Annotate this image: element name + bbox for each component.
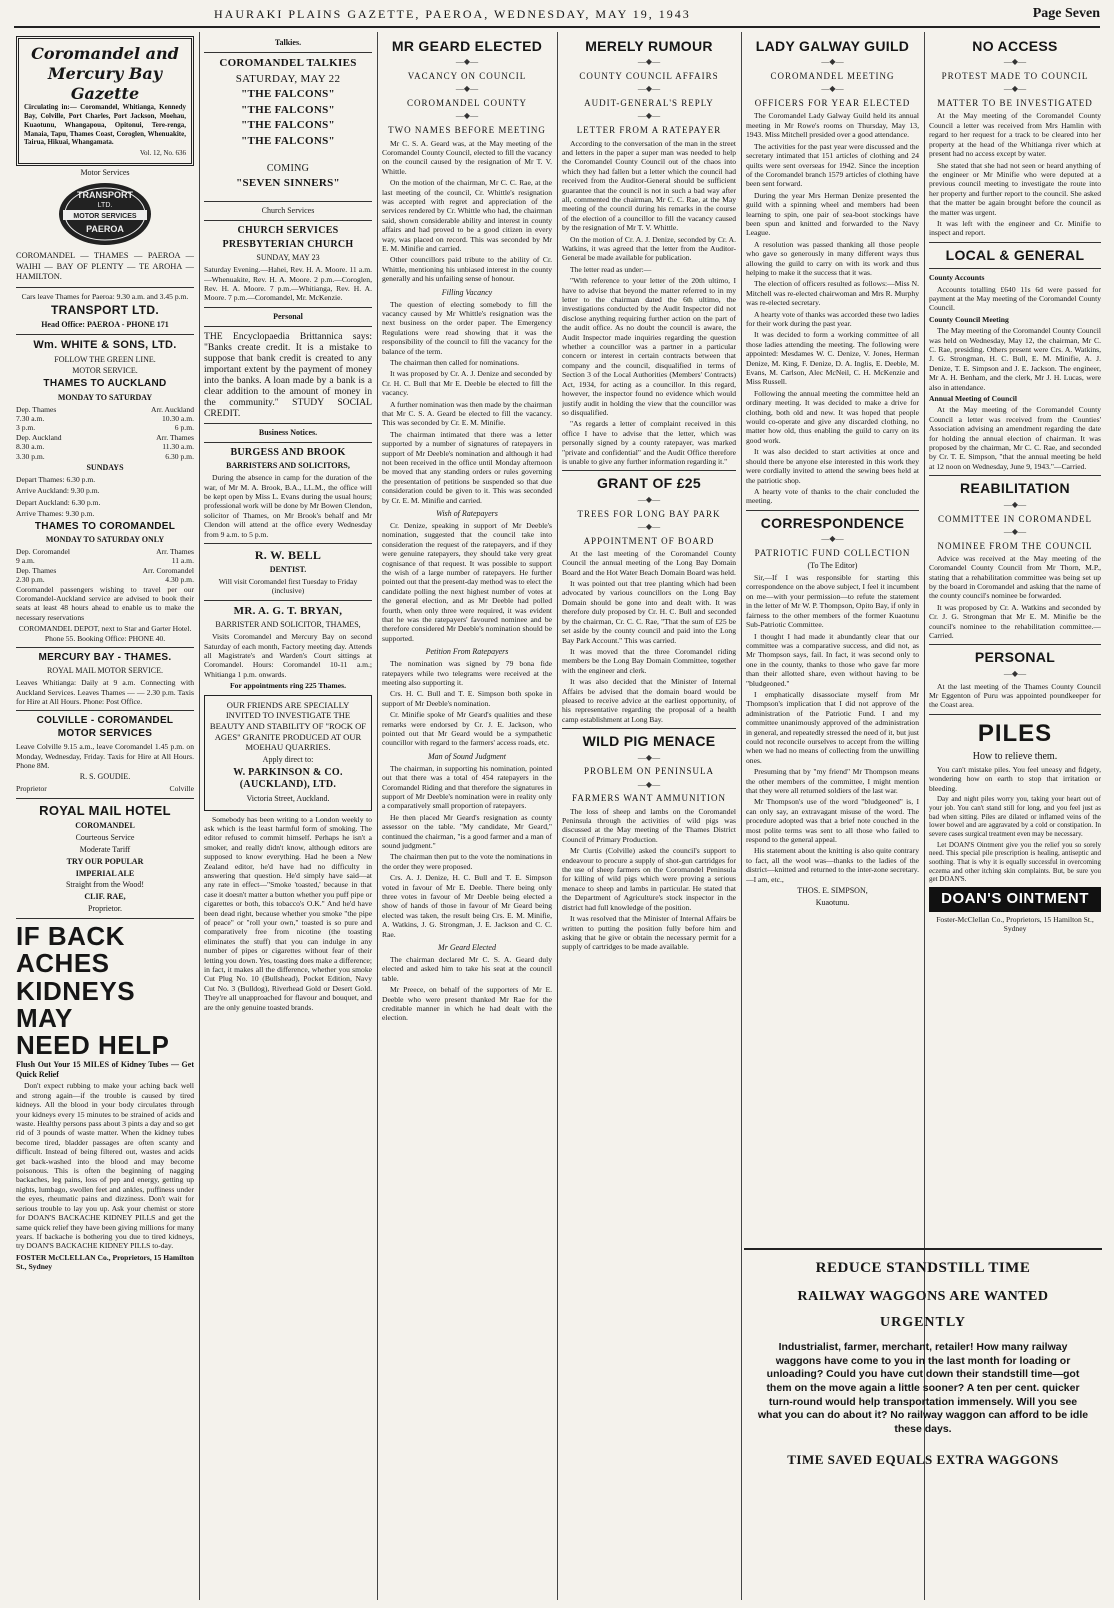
paragraph: At the May meeting of the Coromandel County Council a letter was received from Mrs Hamlin with regard to her request for a track to be cleared into her property at the head of the Whitianga river which at present had no access except by water.	[929, 111, 1101, 159]
paragraph: Crs. A. J. Denize, H. C. Bull and T. E. Simpson voted in favour of Mr E. Deeble. There being only three votes in favour of Mr Deeble being elected a show of hands of those in favour of Mr Geard being elected was taken, the result being Crs. E. M. Minifie, A. Watkins, J. G. Strongman, J. E. Jackson and C. C. Rae.	[382, 873, 552, 939]
subhead: PATRIOTIC FUND COLLECTION	[754, 548, 911, 558]
crosshead: Mr Geard Elected	[438, 943, 496, 953]
paragraph: According to the conversation of the man in the street and letters in the paper a super man was needed to help the Coromandel County Council out of the chaos into which they had fallen but a letter which the council had received from the Auditor-General should be sufficient guarantee that the council is not in such a bad way after all, commented the chairman, Mr C. C. Rae, at the May meeting of the council during his remarks in the course of the election of a councillor to fill the vacancy caused by the resignation of Mr T. V. Whittle.	[562, 138, 736, 233]
logo-text-1: TRANSPORT	[77, 190, 133, 201]
film-title: "THE FALCONS"	[241, 88, 335, 101]
paragraph: You can't mistake piles. You feel uneasy and fidgety, wondering how on earth to stop that irritation or bleeding.	[929, 765, 1101, 793]
ornament: —◆—	[637, 111, 661, 121]
paragraph: The chairman then put to the vote the nominations in the order they were proposed.	[382, 852, 552, 871]
paragraph: "As regards a letter of complaint received in this office I have to advise that the letter, which was personally signed by a county ratepayer, was marked "private and confidential" and the Audit Office therefore is unable to give any further information regarding it."	[562, 419, 736, 466]
dep-thames: Dep. Thames	[16, 404, 57, 414]
time: 6 p.m.	[174, 423, 194, 433]
personal-body: THE Encyclopaedia Brittannica says: "Banks create credit. It is a mistake to suppose that bank credit is created to any important extent by the payment of money into the banks. A loan made by a bank is a clear addition to the amount of money in the community." STUDY SOCIAL CREDIT.	[204, 330, 372, 420]
column-5	[746, 36, 919, 1238]
hotel-line: Courteous Service	[75, 832, 135, 842]
subhead: TREES FOR LONG BAY PARK	[577, 508, 721, 519]
paragraph: Sir,—If I was responsible for starting this correspondence on the above subject, I feel it incumbent on me—with your permission—to refute the statement in the letter of Mr W. P. Thompson, Opito Bay, if only in fairness to the other members of the former Kuaotunu Sub-Patriotic Committee.	[746, 573, 919, 630]
ornament: —◆—	[821, 534, 844, 544]
column-6	[929, 36, 1101, 1238]
granite-text: OUR FRIENDS ARE SPECIALLY INVITED TO INVESTIGATE THE BEAUTY AND STABILITY OF "ROCK OF AGES" GRANITE PRODUCED AT OUR MOEHAU QUARRIES.	[209, 699, 367, 753]
talkies-heading: Talkies.	[274, 38, 302, 47]
ornament: —◆—	[1003, 57, 1027, 67]
subhead: TWO NAMES BEFORE MEETING	[388, 125, 546, 136]
railway-t3: URGENTLY	[879, 1315, 967, 1330]
paragraph: At the last meeting of the Thames County Council Mr Eggenton of Puru was appointed poundkeeper for the Coast area.	[929, 681, 1101, 710]
paragraph: Other councillors paid tribute to the ability of Cr. Whittle, mentioning his unbiased interest in the county generally and his unfailing sense of honour.	[382, 255, 552, 284]
subhead: VACANCY ON COUNCIL	[407, 71, 527, 82]
paragraph: Cr. Minifie spoke of Mr Geard's qualities and these remarks were endorsed by Cr. J. E. Jackson, who pointed out that Mr Geard would be a sympathetic councillor with regard to the farmers' access roads, etc.	[382, 710, 552, 748]
piles-subtitle: How to relieve them.	[972, 750, 1058, 762]
motor-service: MOTOR SERVICE.	[72, 366, 138, 376]
gazette-title: Coromandel and Mercury Bay Gazette	[31, 44, 179, 103]
burgess-brook: BURGESS AND BROOK	[230, 446, 346, 458]
time: 8.30 a.m.	[16, 442, 45, 452]
paragraph: His statement about the knitting is also quite contrary to fact, all the wool was—thanks to the ladies of the district—knitted and returned to the inter-zone secretary.—I am, etc.,	[746, 846, 919, 884]
paragraph: It was moved that the three Coromandel riding members be the Long Bay Domain Committee, together with the engineer and clerk.	[562, 646, 736, 675]
paragraph: A hearty vote of thanks to the chair concluded the meeting.	[746, 486, 919, 506]
hotel-line: TRY OUR POPULAR	[66, 856, 144, 866]
bryan-appointments: For appointments ring 225 Thames.	[230, 681, 346, 691]
subhead: FARMERS WANT AMMUNITION	[571, 793, 726, 804]
ornament: —◆—	[637, 752, 661, 762]
mon-sat-only: MONDAY TO SATURDAY ONLY	[45, 534, 165, 544]
ornament: —◆—	[1003, 526, 1027, 536]
ornament: —◆—	[637, 494, 661, 504]
railway-t1: REDUCE STANDSTILL TIME	[815, 1260, 1031, 1276]
dep-auckland: Dep. Auckland	[16, 432, 62, 442]
transport-logo	[57, 181, 153, 247]
ornament: —◆—	[821, 57, 844, 67]
crosshead: County Council Meeting	[929, 314, 1009, 324]
column-1	[16, 36, 194, 1600]
paragraph: A further nomination was then made by the chairman that Mr C. S. A. Geard be elected to fill the vacancy. This was seconded by Cr. E. M. Minifie.	[382, 399, 552, 428]
paragraph: The activities for the past year were discussed and the secretary intimated that 151 articles of clothing and 24 quilts were sent overseas for 1942. Since the inception of the Coromandel branch 1579 articles of clothing have been sent forward.	[746, 141, 919, 189]
arr-thames: Arr. Thames	[156, 432, 194, 442]
kidney-ad-foot: FOSTER McCLELLAN Co., Proprietors, 15 Hamilton St., Sydney	[16, 1252, 194, 1272]
subhead: PROTEST MADE TO COUNCIL	[941, 71, 1089, 82]
thames-to-auckland: THAMES TO AUCKLAND	[43, 378, 167, 390]
page-number: Page Seven	[1032, 6, 1100, 21]
crosshead: Annual Meeting of Council	[929, 394, 1017, 403]
apply: Apply direct to:	[262, 754, 314, 764]
paragraph: Cr. Denize, speaking in support of Mr Deeble's nomination, suggested that the council take into consideration the request of the ratepayers, and if they were genuine ratepayers, they should take very great cognisance of that request. It was possible to support the wish of a large number of ratepayers. He further pointed out that the present-day method was to elect the candidate polling the next highest number of votes at the general election, and as Mr Deeble had polled fourth, when only three were required, it was evident that he was the ratepayers' favoured nominee and be therefore considered Mr Deeble's nomination should be supported.	[382, 520, 552, 643]
time: 3 p.m.	[16, 423, 36, 433]
bell-body: Will visit Coromandel first Tuesday to Friday (inclusive)	[218, 576, 358, 596]
paragraph: Day and night piles worry you, taking your heart out of your job. You can't stand still for long, and you feel just as bad when sitting. Piles are dilated or inflamed veins of the lower bowel and are aggravated by a cold or constipation. In severe cases surgical treatment even may be necessary.	[929, 795, 1101, 838]
personal-heading: Personal	[273, 311, 303, 321]
column-rule	[741, 32, 742, 1600]
ornament: —◆—	[455, 111, 479, 121]
arr-auckland: Arr. Auckland	[150, 404, 194, 414]
monday-to-saturday: MONDAY TO SATURDAY	[57, 392, 153, 402]
crosshead: Filling Vacancy	[441, 287, 493, 297]
coromandel-depot: COROMANDEL DEPOT, next to Star and Garter Hotel. Phone 55. Booking Office: PHONE 40.	[18, 624, 192, 643]
talkies-date: SATURDAY, MAY 22	[235, 72, 341, 85]
personal-title: PERSONAL	[974, 649, 1056, 666]
royal-mail-hotel: ROYAL MAIL HOTEL	[39, 802, 171, 818]
paragraph: It was left with the engineer and Cr. Minifie to inspect and report.	[929, 218, 1101, 238]
kidney-ad-line: KIDNEYS MAY	[16, 975, 136, 1034]
paragraph: The letter read as under:—	[570, 264, 652, 274]
burgess-body: During the absence in camp for the duration of the war, of Mr M. A. Brook, B.A., LL.M., the office will be kept open by Miss L. Evans during the usual hours; professional work will be done by Mr Bowen Clendon, solicitor of Thames, on Mr Brook's behalf and Mr Clendon will attend at the office every Wednesday from 9 a.m. to 5 p.m.	[204, 473, 372, 539]
paragraph: It was decided to form a working committee of all those ladies attending the meeting. The following were appointed: Mesdames W. C. Denize, V. Jones, Herman Denize, M. King, F. Denize, D. A. Inglis, E. Deeble, M. Evans, M. Carlson, Alec McNeil, C. H. McKenzie and Miss Russell.	[746, 330, 919, 387]
time: 2.30 p.m.	[16, 575, 45, 585]
passengers-notice: Coromandel passengers wishing to travel per our Coromandel-Auckland service are advised to book their seats at least 48 hours ahead to enable us to make the necessary reservations	[16, 584, 194, 622]
paragraph: The chairman then called for nominations.	[390, 357, 520, 367]
kidney-ad-body: Don't expect rubbing to make your aching back well and strong again—if the trouble is caused by tired kidneys. All the blood in your body circulates through your kidneys every 15 minutes to be strained of acids and waste. Healthy persons pass about 3 pints a day and so get rid of 3 pounds of waste matter. When the kidney tubes become tired, bladder passages are often scanty and difficult. Instead of being filtered out, wastes and acids get back-washed into the blood and may become poisonous. This is often the beginning of nagging backaches, leg pains, loss of pep and energy, getting up nights, lumbago, swollen feet and ankles, puffiness under the eyes, rheumatic pains and dizziness. Don't wait for serious trouble to lay you up. Ask your chemist or store for DOAN'S BACKACHE KIDNEY PILLS and get the same quick relief they have been giving millions for many years. If backache is bothering you due to tired kidneys, try DOAN'S BACKACHE KIDNEY PILLS to-day.	[16, 1081, 194, 1251]
victoria-street: Victoria Street, Auckland.	[246, 793, 330, 803]
sunday-line: Depart Auckland: 6.30 p.m.	[16, 497, 101, 507]
gazette-volume: Vol. 12, No. 636	[139, 148, 186, 157]
subhead: PROBLEM ON PENINSULA	[583, 766, 714, 777]
royal-mail-service: ROYAL MAIL MOTOR SERVICE.	[47, 666, 163, 676]
subhead: LETTER FROM A RATEPAYER	[576, 125, 722, 136]
ornament: —◆—	[1003, 668, 1027, 678]
proprietor: Proprietor	[16, 784, 47, 794]
ornament: —◆—	[637, 84, 661, 94]
sunday-line: Depart Thames: 6.30 p.m.	[16, 474, 96, 484]
ornament: —◆—	[1003, 84, 1027, 94]
geard-title: MR GEARD ELECTED	[391, 38, 543, 54]
bryan: MR. A. G. T. BRYAN,	[233, 604, 343, 617]
subhead: APPOINTMENT OF BOARD	[583, 535, 715, 546]
crosshead: County Accounts	[929, 273, 985, 283]
paragraph: He then placed Mr Geard's resignation as county assessor on the table. "My candidate, Mr Geard," continued the chairman, "is a good farmer and a man of sound judgment."	[382, 812, 552, 850]
railway-ad	[744, 1248, 1102, 1602]
coromandel-gazette-notice	[16, 36, 194, 166]
paragraph: A resolution was passed thanking all those people who gave so generously in many different ways thus allowing the guild to carry on with its work and thus helping to make it the success that it was.	[746, 239, 919, 277]
time: 7.30 a.m.	[16, 414, 45, 424]
mercury-bay-schedule: Leaves Whitianga: Daily at 9 a.m. Connecting with Auckland Services. Leaves Thames — — 2.30 p.m. Taxis for Hire at All Hours. Phone: Post Office.	[16, 678, 194, 707]
crosshead: Man of Sound Judgment	[428, 751, 506, 761]
logo-text-3: MOTOR SERVICES	[73, 213, 137, 221]
signature-place: Kuaotunu.	[815, 897, 850, 907]
no-access-title: NO ACCESS	[972, 38, 1058, 54]
paragraph: The chairman, in supporting his nomination, pointed out that there was a total of 454 ratepayers in the Coromandel Riding and that therefore the signatures in support of Mr Deeble's nomination were in reality only a comparatively small proportion of ratepayers.	[382, 763, 552, 811]
galway-title: LADY GALWAY GUILD	[755, 38, 910, 54]
railway-t2: RAILWAY WAGGONS ARE WANTED	[797, 1289, 1049, 1304]
hotel-line: Proprietor.	[88, 904, 122, 914]
paragraph: It was proposed by Cr. A. J. Denize and seconded by Cr. H. C. Bull that Mr E. Deeble be elected to fill the vacancy.	[382, 369, 552, 398]
rumour-title: MERELY RUMOUR	[585, 38, 713, 54]
barristers: BARRISTERS AND SOLICITORS,	[226, 461, 350, 471]
paragraph: Mr Thompson's use of the word "bludgeoned" is, I can only say, an extravagant misuse of the word. The procedure adopted was that a brief note couched in the most polite terms was sent to all those who failed to respond to the general appeal.	[746, 797, 919, 845]
to-the-editor: (To The Editor)	[807, 561, 858, 571]
thames-to-coromandel: THAMES TO COROMANDEL	[34, 520, 176, 532]
hotel-line: IMPERIAL ALE	[75, 868, 135, 878]
paragraph: Advice was received at the May meeting of the Coromandel County Council from Mr Thorn, M.P., stating that a rehabilitation committee was being set up by the board in Coromandel and asking that the name of the county council's nominee be forwarded.	[929, 553, 1101, 601]
dentist: DENTIST.	[269, 564, 307, 574]
hotel-place: COROMANDEL	[75, 820, 135, 830]
paragraph: On the motion of Cr. A. J. Denize, seconded by Cr. A. Watkins, it was agreed that the letter from the Auditor-General be made available for publication.	[562, 234, 736, 263]
logo-text-2: LTD.	[97, 202, 113, 210]
subhead: MATTER TO BE INVESTIGATED	[937, 98, 1093, 109]
seven-sinners: "SEVEN SINNERS"	[236, 177, 340, 190]
paragraph: I thought I had made it abundantly clear that our committee was a comparative success, and did not, as Mr Thompson says, fail. In fact, it was second only to one in the county, thanks to those who gave far more than their allotted share, even without having to be "bludgeoned."	[746, 631, 919, 688]
kidney-ad-line: NEED HELP	[16, 1030, 170, 1061]
paragraph: The question of electing somebody to fill the vacancy caused by Mr Whittle's resignation was the next business on the order paper. The Emergency Regulations were read showing that it was the responsibility of the council to fill the vacancy for the balance of the term.	[382, 299, 552, 356]
subhead: OFFICERS FOR YEAR ELECTED	[754, 98, 911, 109]
colville: Colville	[169, 784, 194, 794]
kidney-ad-sub: Flush Out Your 15 MILES of Kidney Tubes — Get Quick Relief	[16, 1059, 194, 1079]
paragraph: Following the annual meeting the committee held an ordinary meeting. It was decided to make a drive for clothing, both old and new. It was hoped that people would co-operate and give any discarded clothing, no matter how old, thus enabling the guild to carry on its good work.	[746, 388, 919, 445]
column-2	[204, 36, 372, 1600]
parkinson: W. PARKINSON & CO. (AUCKLAND), LTD.	[233, 766, 343, 791]
column-rule	[377, 32, 378, 1600]
paragraph: It was proposed by Cr. A. Watkins and seconded by Cr. J. G. Strongman that Mr E. M. Minifie be the council's nominee to the rehabilitation committee.—Carried.	[929, 602, 1101, 640]
hotel-line: CLIF. RAE,	[84, 892, 126, 902]
paragraph: Presuming that by "my friend" Mr Thompson means the other members of the committee, I might mention that they were all returned soldiers of the last war.	[746, 767, 919, 795]
subhead: NOMINEE FROM THE COUNCIL	[937, 540, 1093, 551]
paragraph: The chairman declared Mr C. S. A. Geard duly elected and asked him to take his seat at the council table.	[382, 954, 552, 983]
crosshead: Wish of Ratepayers	[436, 509, 498, 519]
film-title: "THE FALCONS"	[241, 135, 335, 148]
head-office: Head Office: PAEROA - PHONE 171	[41, 319, 169, 329]
granite-ad	[204, 695, 372, 811]
piles-title: PILES	[977, 719, 1053, 747]
correspondence-title: CORRESPONDENCE	[760, 514, 905, 531]
column-4	[562, 36, 736, 1600]
time: 11 a.m.	[171, 556, 194, 566]
church-date: SUNDAY, MAY 23	[256, 253, 320, 263]
sundays: SUNDAYS	[86, 463, 124, 473]
paragraph: Crs. H. C. Bull and T. E. Simpson both spoke in support of Mr Deeble's nomination.	[382, 689, 552, 708]
subhead: COROMANDEL MEETING	[770, 71, 895, 82]
business-heading: Business Notices.	[258, 428, 318, 438]
hotel-line: Straight from the Wood!	[65, 880, 145, 890]
motor-services-heading: Motor Services	[80, 167, 130, 177]
paragraph: A hearty vote of thanks was accorded these two ladies for their work during the past year.	[746, 309, 919, 329]
ornament: —◆—	[637, 779, 661, 789]
subhead: COROMANDEL COUNTY	[407, 98, 527, 109]
paragraph: It was also decided that the Minister of Internal Affairs be advised that the domain board would be pleased to receive advice at the earliest opportunity, of his representative regarding the proposal of a health camp establishment at Long Bay.	[562, 677, 736, 724]
railway-t4: TIME SAVED EQUALS EXTRA WAGGONS	[787, 1452, 1059, 1468]
signature: THOS. E. SIMPSON,	[797, 886, 868, 896]
masthead-rule	[14, 26, 1100, 28]
church-body: Saturday Evening.—Hahei, Rev. H. A. Moore. 11 a.m.—Whenuakite, Rev. H. A. Moore. 2 p.m.—Coroglen, Rev. H. A. Moore. 7 p.m.—Whitianga, Rev. H. A. Moore. 7 p.m.—Coromandel, Mr. McKenzie.	[204, 265, 372, 303]
subhead: COMMITTEE IN COROMANDEL	[938, 513, 1092, 524]
paragraph: On the motion of the chairman, Mr C. C. Rae, at the last meeting of the council, Cr. Whittle's resignation was accepted with regret and appreciation of the services rendered by Cr. Whittle who had, the chairman said, shown considerable ability and interest in county affairs and had proved to be a good citizen in every way, was placed on record. This was seconded by Mr E. M. Minifie and carried.	[382, 178, 552, 254]
ornament: —◆—	[637, 521, 661, 531]
paragraph: Accounts totalling £640 11s 6d were passed for payment at the May meeting of the Coromandel County Council.	[929, 284, 1101, 313]
arr-coromandel: Arr. Coromandel	[142, 565, 194, 575]
ornament: —◆—	[1003, 499, 1027, 509]
bryan-body: Visits Coromandel and Mercury Bay on second Saturday of each month, Factory meeting day. Attends all Magistrate's and Warden's Court sittings at Coromandel. Hours: Coromandel 10-11 a.m.; Whitianga 1 p.m. onwards.	[204, 632, 372, 679]
time: 6.30 p.m.	[165, 451, 194, 461]
paragraph: It was pointed out that tree planting which had been advocated by various councillors on the Long Bay Domain should be gone into and dealt with. It was therefore duly proposed by Cr. H. C. Bull and seconded by the chairman, Cr. C. C. Rae, "That the sum of £25 be set aside by the county council and paid into the Long Bay Park Account." This was carried.	[562, 579, 736, 645]
dep-thames: Dep. Thames	[16, 565, 57, 575]
goudie: R. S. GOUDIE.	[79, 772, 131, 782]
transport-ltd: TRANSPORT LTD.	[51, 303, 159, 318]
cars-leave: Cars leave Thames for Paeroa: 9.30 a.m. and 3.45 p.m.	[21, 291, 189, 301]
rehab-title: REABILITATION	[960, 480, 1070, 497]
paragraph: The Coromandel Lady Galway Guild held its annual meeting in Mr Rowe's rooms on Thursday, May 13, 1943. Miss Mitchell presided over a good attendance.	[746, 111, 919, 140]
time: 3.30 p.m.	[16, 451, 45, 461]
coromandel-talkies: COROMANDEL TALKIES	[219, 56, 357, 69]
sunday-line: Arrive Thames: 9.30 p.m.	[16, 509, 95, 519]
column-rule	[199, 32, 200, 1600]
local-general-title: LOCAL & GENERAL	[945, 246, 1085, 263]
bryan-sub: BARRISTER AND SOLICITOR, THAMES,	[215, 620, 361, 630]
column-rule	[557, 32, 558, 1600]
paragraph: Mr Preece, on behalf of the supporters of Mr E. Deeble who were present thanked Mr Rae for the creditable manner in which he had dealt with the election.	[382, 985, 552, 1023]
routes: COROMANDEL — THAMES — PAEROA — WAIHI — BAY OF PLENTY — TE AROHA — HAMILTON.	[16, 251, 194, 282]
paragraph: The nomination was signed by 79 bona fide ratepayers while two telegrams were received at the meeting also supporting it.	[382, 659, 552, 687]
colville-body: Leave Colville 9.15 a.m., leave Coromandel 1.45 p.m. on Monday, Wednesday, Friday. Taxis for Hire at All Hours. Phone 8M.	[16, 742, 194, 771]
paragraph: I emphatically disassociate myself from Mr Thompson's implication that I did not approve of the administration of the Patriotic Fund. I and my committee unanimously approved of the administration in general, and repeatedly stressed the need of it, but just could not reconcile ourselves to accept from the willing when we had no means of collecting from the unwilling ones.	[746, 689, 919, 765]
paragraph: She stated that she had not seen or heard anything of the engineer or Mr Minifie who were deputed at a previous council meeting to investigate the route into her property and further report to the council. She asked that the matter be again brought before the council as the matter was urgent.	[929, 160, 1101, 217]
time: 11.30 a.m.	[162, 442, 194, 452]
paragraph: It was also decided to start activities at once and should there be anyone else interested in this work they were cordially invited to attend the sewing bees held at the patriotic shop.	[746, 447, 919, 485]
subhead: COUNTY COUNCIL AFFAIRS	[579, 71, 719, 82]
film-title: "THE FALCONS"	[241, 119, 335, 132]
grant-title: GRANT OF £25	[597, 475, 701, 492]
dep-coromandel: Dep. Coromandel	[16, 546, 70, 556]
paragraph: At the May meeting of the Coromandel County Council a letter was received from the Counties' Association advising an amendment regarding the date for holding the annual election of chairman. It was proposed by the chairman, Mr C. C. Rae, and seconded by Cr. T. E. Simpson, "that the annual meeting be held at 12 noon on Wednesday, June 9, 1943."—Carried.	[929, 405, 1101, 471]
paragraph: The May meeting of the Coromandel County Council was held on Wednesday, May 12, the chairman, Mr C. C. Rae, presiding. Others present were Crs. A. Watkins, J. G. Strongman, H. C. Bull, E. M. Minifie, A. J. Denize, T. E. Simpson and J. E. Jackson. The engineer, Mr A. H. Benham, and the clerk, Mr J. H. Lucas, were also in attendance.	[929, 326, 1101, 392]
crosshead: Petition From Ratepayers	[425, 647, 509, 657]
bell: R. W. BELL	[254, 548, 322, 563]
paragraph: Mr Curtis (Colville) asked the council's support to endeavour to procure a supply of shot-gun cartridges for the use of sheep farmers on the Coromandel Peninsula for killing of wild pigs which were proving a serious menace to sheep and lambs in particular. He stated that the Department of Agriculture's stock inspector in the district had full knowledge of the position.	[562, 846, 736, 912]
ornament: —◆—	[455, 84, 479, 94]
ornament: —◆—	[637, 57, 661, 67]
green-line: FOLLOW THE GREEN LINE.	[54, 354, 156, 364]
paragraph: "With reference to your letter of the 20th ultimo, I have to advise that beyond the matter referred to in my letter to the chairman dated the 6th ultimo, the investigations conducted by the Audit Inspector did not disclose anything requiring further action on the part of the audit office. As no doubt the council is aware, the Audit Inspector made inquiries regarding the question whether a councillor was a partner in a particular concern or interest in certain contracts between that company and the council, disqualified in terms of Section 3 of the Local Authorities (Members' Contracts) Act, 1934, for acting as a councillor. In this regard, however, the inspector found no evidence which would justify audit in holding the view that the councillor was so disqualified.	[562, 276, 736, 417]
time: 9 a.m.	[16, 556, 35, 566]
piles-foot: Foster-McClellan Co., Proprietors, 15 Hamilton St., Sydney	[936, 914, 1094, 933]
paragraph: During the year Mrs Herman Denize presented the guild with a spinning wheel and members had been learning to spin, one pair of sea-boot stockings have been spun and knitted and forwarded to the Navy League.	[746, 190, 919, 238]
paragraph: The election of officers resulted as follows:—Miss N. Mitchell was re-elected chairwoman and Mrs R. Murphy was re-elected secretary.	[746, 279, 919, 308]
paragraph: Let DOAN'S Ointment give you the relief you so sorely need. This special pile prescription is healing, antiseptic and soothing. That is why it is equally successful in overcoming eczema and other itching skin complaints. But, be sure you get DOAN'S.	[929, 840, 1101, 884]
masthead	[14, 4, 1100, 26]
gazette-circulation: Circulating in:— Coromandel, Whitianga, Kennedy Bay, Colville, Port Charles, Port Jackson, Moehau, Kuaotunu, Whangapoua, Opitonui, Tere-renga, Manaia, Tapu, Thames Coast, Coroglen, Whenuakite, Tairua, Hikuai, Whangamata.	[24, 103, 186, 147]
railway-body: Industrialist, farmer, merchant, retailer! How many railway waggons have come to you in the last month for loading or unloading? Could you have cut down their standstill time—got them on the move again a little sooner? A ten per cent. quicker turn-round would help transportation immensely. Will you see what you can do about it? No railway waggon can afford to be idle these days.	[757, 1341, 1089, 1435]
paragraph: The loss of sheep and lambs on the Coromandel Peninsula through the activities of wild pigs was discussed at the May meeting of the Thames District Council of Primary Production.	[562, 806, 736, 844]
ornament: —◆—	[455, 57, 479, 67]
time: 10.30 a.m.	[161, 414, 194, 424]
ornament: —◆—	[821, 84, 844, 94]
paragraph: It was resolved that the Minister of Internal Affairs be written to putting the position fully before him and asking that he give or obtain the necessary permit for a supply of cartridges to be made available.	[562, 914, 736, 952]
paragraph: Mr C. S. A. Geard was, at the May meeting of the Coromandel County Council, elected to fill the vacancy on the council caused by the resignation of Mr T. V. Whittle.	[382, 138, 552, 176]
time: 4.30 p.m.	[165, 575, 194, 585]
masthead-title: HAURAKI PLAINS GAZETTE, PAEROA, WEDNESDAY, MAY 19, 1943	[214, 7, 691, 21]
church-title: CHURCH SERVICES	[237, 224, 339, 236]
sunday-line: Arrive Auckland: 9.30 p.m.	[16, 486, 100, 496]
doans-ointment-banner: DOAN'S OINTMENT	[929, 887, 1101, 912]
column-3	[382, 36, 552, 1600]
presbyterian: PRESBYTERIAN CHURCH	[222, 238, 354, 250]
paragraph: At the last meeting of the Coromandel County Council the annual meeting of the Long Bay Domain Board and the Hot Water Beach Domain Board was held.	[562, 548, 736, 577]
wild-pig-title: WILD PIG MENACE	[582, 733, 716, 750]
church-heading: Church Services	[261, 205, 315, 215]
logo-text-4: PAEROA	[86, 224, 124, 235]
white-sons: Wm. WHITE & SONS, LTD.	[33, 338, 177, 351]
paragraph: The chairman intimated that there was a letter supported by a number of signatures of ratepayers in support of Mr Deeble's nomination and although it had not been received in the office until Monday afternoon be moved that any standing orders or rules governing the presentation of petitions be suspended so that due consideration could be given to it. This was seconded by Cr. E. M. Minifie and carried.	[382, 429, 552, 505]
colville-heading: COLVILLE - COROMANDEL MOTOR SERVICES	[36, 715, 174, 739]
coming: COMING	[266, 162, 310, 174]
film-title: "THE FALCONS"	[241, 103, 335, 116]
subhead: AUDIT-GENERAL'S REPLY	[584, 98, 714, 109]
kidney-ad-line: IF BACK ACHES	[16, 921, 125, 979]
hotel-line: Moderate Tariff	[79, 844, 131, 854]
arr-thames: Arr. Thames	[156, 546, 194, 556]
mercury-bay-thames: MERCURY BAY - THAMES.	[38, 651, 172, 663]
smoke-body: Somebody has been writing to a London weekly to ask which is the least harmful form of smoking. The editor refused to commit himself. Perhaps he isn't a smoker, and really didn't know, although editors are supposed to know everything. Had he been a New Zealand editor, he'd have had no difficulty in answering that question. He'd simply have said—at any rate in effect—"Smoke 'toasted,' because in that case it doesn't matter a button whether you puff pipe or cigarettes or both, this tobacco's O.K." And he'd have been dead right, because whether you smoke "the pipe of peace" or "roll your own," toasted is so pure and comparatively free from nicotine (the toasting eliminates the stuff) that you can indulge in any number of pipes or cigarettes without fear of their letting you down. Yes, toasting does make a difference; in fact, it makes all the difference, whether you smoke Cut Plug No. 10 (Bullshead), Pocket Edition, Navy Cut No. 3 (Bulldog), Riverhead Gold or Desert Gold. They're all unapproached for flavour and bouquet, and are the only genuine toasted brands.	[204, 814, 372, 1012]
